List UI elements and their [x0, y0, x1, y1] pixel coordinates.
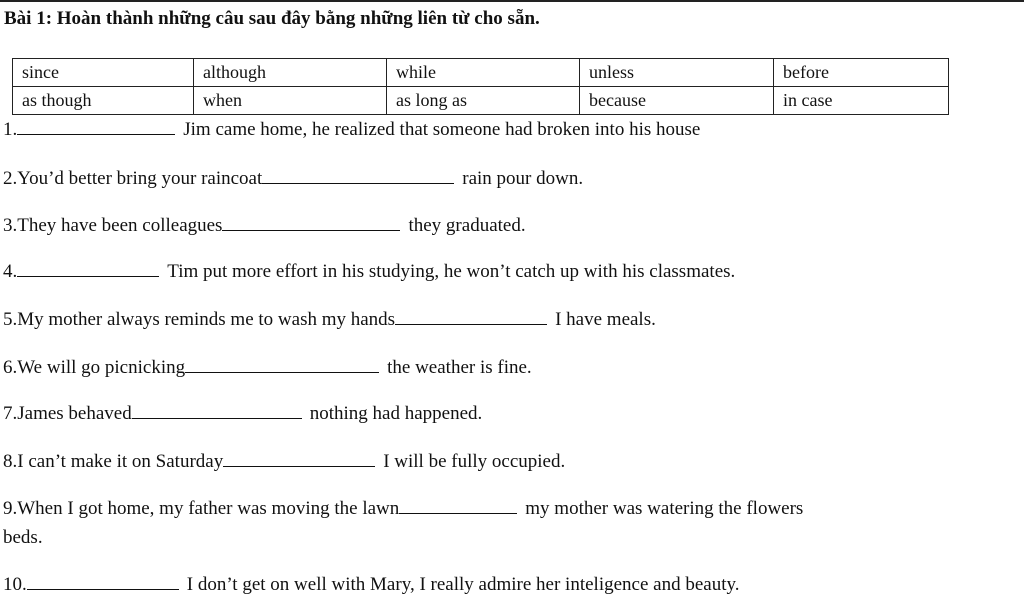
question-number: 7.: [3, 403, 18, 424]
question-text-after: rain pour down.: [462, 168, 584, 189]
answer-blank[interactable]: [17, 260, 159, 277]
question-text-continuation: beds.: [3, 527, 43, 548]
answer-blank[interactable]: [262, 167, 454, 184]
question-text-before: My mother always reminds me to wash my hands: [17, 309, 396, 330]
question-9: [3, 497, 803, 521]
question-number: 3.: [3, 215, 18, 236]
question-number: 2.: [3, 168, 18, 189]
answer-blank[interactable]: [185, 356, 379, 373]
question-10: [3, 573, 740, 597]
question-text-after: nothing had happened.: [309, 403, 483, 424]
question-text-after: I will be fully occupied.: [383, 451, 566, 472]
question-2: [3, 167, 583, 191]
answer-blank[interactable]: [399, 497, 517, 514]
question-text-before: I can’t make it on Saturday: [17, 451, 224, 472]
question-text-after: I don’t get on well with Mary, I really admire her inteligence and beauty.: [186, 574, 740, 595]
word-bank-table: [12, 58, 949, 115]
question-number: 4.: [3, 261, 18, 282]
question-6: [3, 356, 532, 380]
answer-blank[interactable]: [17, 118, 175, 135]
word-cell: when: [194, 87, 387, 115]
question-number: 6.: [3, 357, 18, 378]
top-rule: [0, 0, 1024, 2]
question-8: [3, 450, 565, 474]
word-bank-row: [13, 87, 949, 115]
question-number: 1.: [3, 119, 18, 140]
question-text-after: Jim came home, he realized that someone had broken into his house: [183, 119, 701, 140]
answer-blank[interactable]: [395, 308, 547, 325]
question-text-before: They have been colleagues: [17, 215, 223, 236]
word-cell: in case: [774, 87, 949, 115]
question-number: 10.: [3, 574, 27, 595]
word-cell: although: [194, 59, 387, 87]
answer-blank[interactable]: [27, 573, 179, 590]
question-7: [3, 402, 482, 426]
question-text-after: Tim put more effort in his studying, he won’t catch up with his classmates.: [167, 261, 736, 282]
question-4: [3, 260, 735, 284]
question-text-after: the weather is fine.: [387, 357, 532, 378]
question-text-before: We will go picnicking: [17, 357, 186, 378]
question-text-before: James behaved: [17, 403, 132, 424]
answer-blank[interactable]: [222, 214, 400, 231]
word-cell: while: [387, 59, 580, 87]
question-1: [3, 118, 700, 142]
word-cell: because: [580, 87, 774, 115]
question-text-after: my mother was watering the flowers: [525, 498, 804, 519]
word-cell: as long as: [387, 87, 580, 115]
word-cell: since: [13, 59, 194, 87]
word-bank-row: [13, 59, 949, 87]
question-9-continuation: [3, 526, 43, 550]
question-number: 8.: [3, 451, 18, 472]
question-5: [3, 308, 656, 332]
word-cell: unless: [580, 59, 774, 87]
word-cell: as though: [13, 87, 194, 115]
answer-blank[interactable]: [223, 450, 375, 467]
question-3: [3, 214, 526, 238]
question-number: 9.: [3, 498, 18, 519]
answer-blank[interactable]: [132, 402, 302, 419]
question-text-before: You’d better bring your raincoat: [17, 168, 263, 189]
word-cell: before: [774, 59, 949, 87]
question-text-after: they graduated.: [408, 215, 526, 236]
question-number: 5.: [3, 309, 18, 330]
exercise-title: Bài 1: Hoàn thành những câu sau đây bằng những liên từ cho sẵn.: [4, 8, 540, 29]
question-text-before: When I got home, my father was moving the lawn: [17, 498, 400, 519]
question-text-after: I have meals.: [555, 309, 656, 330]
